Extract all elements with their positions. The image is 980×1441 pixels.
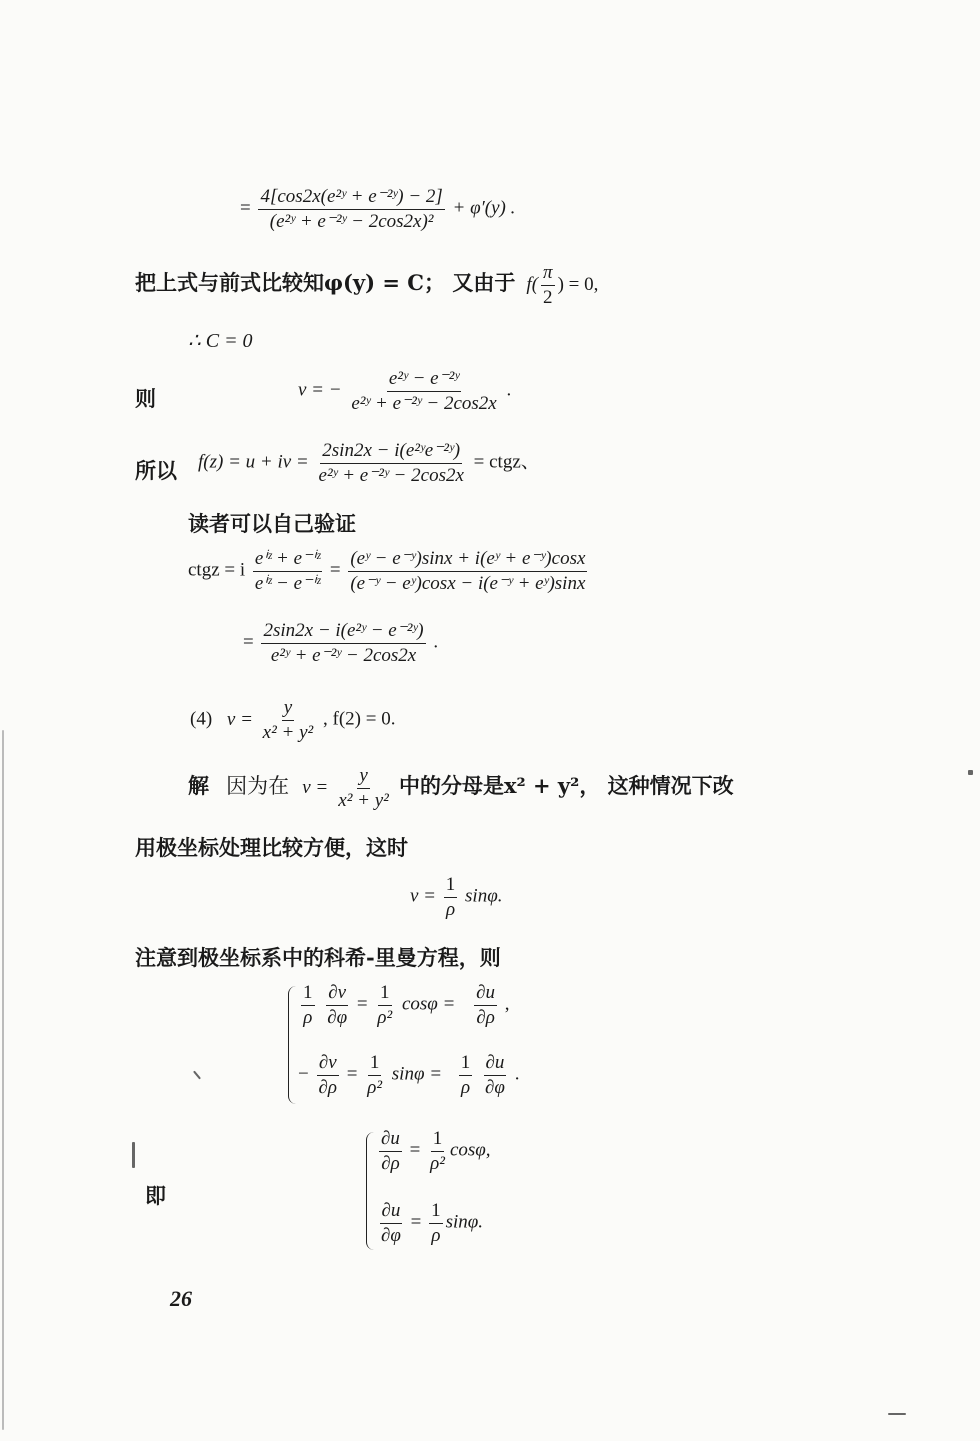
then-label: 则 [135, 386, 156, 411]
solution-label: 解 [188, 772, 209, 798]
cr2-numerator-c: 1 [459, 1052, 473, 1076]
cr1-fraction-b [325, 982, 349, 1029]
cr2-fraction-d [483, 1052, 507, 1099]
ctg-numerator-1: eⁱᶻ + e⁻ⁱᶻ [253, 548, 322, 572]
solution-denominator: x² + y² [338, 789, 389, 811]
polar-numerator: 1 [444, 874, 458, 898]
problem-4-label: (4) [190, 708, 213, 730]
cr1-fraction-c [375, 982, 394, 1029]
ctg-denominator-2: (e⁻ʸ − eʸ)cosx − i(e⁻ʸ + eʸ)sinx [350, 572, 586, 594]
f-tail: = ctgz、 [473, 451, 540, 473]
f-lhs: f(z) = u + iv = [198, 451, 309, 473]
polar-fraction [444, 874, 458, 921]
cr1-denominator-d: ∂ρ [476, 1006, 495, 1028]
scan-mark [888, 1413, 906, 1415]
cr-equation-2 [298, 1052, 519, 1099]
compare-tail: ) = 0, [557, 273, 599, 295]
v-equation [298, 368, 511, 415]
cr2-denominator-a: ∂ρ [318, 1076, 337, 1098]
cr1-tail: , [504, 993, 510, 1015]
polar-denominator: ρ [445, 898, 456, 920]
scan-mark-small [193, 1071, 201, 1080]
eq1-numerator: 4[cos2x(e²ʸ + e⁻²ʸ) − 2] [258, 186, 444, 210]
eq1-fraction [258, 186, 444, 233]
scan-mark-left [132, 1142, 135, 1168]
ctg-fraction-2 [348, 548, 587, 595]
cr2-numerator-a: ∂v [317, 1052, 339, 1076]
ie1-numerator: ∂u [379, 1128, 402, 1152]
solution-v: v = [302, 776, 329, 798]
ctg-denominator-1: eⁱᶻ − e⁻ⁱᶻ [254, 572, 321, 594]
v-numerator: e²ʸ − e⁻²ʸ [387, 368, 461, 392]
compare-text: 把上式与前式比较知φ(y) = C； 又由于 [135, 269, 516, 295]
cr2-numerator-b: 1 [368, 1052, 382, 1076]
ie1-fraction-b [428, 1128, 447, 1175]
cr-equation-1 [298, 982, 510, 1029]
ctg2-denominator: e²ʸ + e⁻²ʸ − 2cos2x [270, 644, 417, 666]
solution-fraction [336, 765, 391, 812]
f-numerator: 2sin2x − i(e²ʸe⁻²ʸ) [320, 440, 462, 464]
compare-denominator: 2 [543, 286, 553, 308]
problem-4-tail: , f(2) = 0. [323, 708, 396, 730]
ie1-tail: cosφ, [449, 1139, 491, 1161]
ie1-numerator-2: 1 [431, 1128, 445, 1152]
cr1-denominator-a: ρ [303, 1006, 313, 1028]
ie2-fraction-a [379, 1200, 403, 1247]
cr2-numerator-d: ∂u [484, 1052, 507, 1076]
solution-numerator: y [357, 765, 369, 789]
ie1-denominator-2: ρ² [430, 1152, 445, 1174]
ie2-tail: sinφ. [445, 1211, 484, 1233]
cr1-denominator-b: ∂φ [327, 1006, 348, 1028]
ie2-numerator: ∂u [380, 1200, 403, 1224]
v-tail: . [506, 379, 512, 401]
cr1-numerator-b: ∂v [326, 982, 348, 1006]
v-lhs: v = − [298, 379, 342, 401]
ie-equation-1 [376, 1128, 491, 1175]
ie1-equals: = [409, 1139, 421, 1161]
ie1-fraction-a [379, 1128, 402, 1175]
compare-f: f( [526, 273, 539, 295]
cr2-fraction-c [459, 1052, 473, 1099]
ie-label: 即 [145, 1183, 166, 1208]
ie2-numerator-2: 1 [429, 1200, 443, 1224]
cr2-fraction-a [316, 1052, 339, 1099]
ie2-equals: = [410, 1211, 422, 1233]
v-denominator: e²ʸ + e⁻²ʸ − 2cos2x [351, 392, 497, 414]
cr2-tail: . [514, 1063, 520, 1085]
therefore-line: ∴ C = 0 [188, 330, 253, 352]
polar-text: 用极坐标处理比较方便，这时 [135, 835, 408, 860]
problem-4-numerator: y [282, 697, 294, 721]
solution-text-2: 中的分母是x² + y²， 这种情况下改 [398, 772, 734, 798]
compare-fraction [541, 262, 555, 309]
cr2-minus: − [298, 1063, 309, 1085]
ctg-equals: = [329, 559, 341, 581]
ctg2-equation [243, 620, 438, 667]
problem-4-v: v = [226, 708, 253, 730]
ctg-equation [188, 548, 590, 595]
ie2-denominator-2: ρ [431, 1224, 441, 1246]
compare-numerator: π [541, 262, 555, 286]
cr1-numerator-d: ∂u [474, 982, 497, 1006]
problem-4-fraction [261, 697, 316, 744]
cr2-denominator-c: ρ [460, 1076, 471, 1098]
ie-equation-2 [376, 1200, 483, 1247]
ctg-lhs: ctgz = i [188, 559, 246, 581]
verify-text: 读者可以自己验证 [188, 511, 356, 536]
cr2-fraction-b [365, 1052, 384, 1099]
v-fraction [349, 368, 498, 415]
cr1-fraction-d [474, 982, 497, 1029]
ctg2-tail: . [433, 631, 439, 653]
cr2-denominator-d: ∂φ [485, 1076, 505, 1098]
cr1-numerator-c: 1 [378, 982, 392, 1006]
ctg2-equals: = [243, 631, 254, 653]
eq1-prefix: = [240, 197, 251, 219]
polar-tail: sinφ. [465, 885, 503, 907]
ie2-denominator: ∂φ [381, 1224, 401, 1246]
page-number: 26 [170, 1286, 192, 1311]
equation-line-1 [240, 186, 515, 233]
eq1-tail: + φ′(y) . [452, 197, 516, 219]
scan-edge-line [2, 730, 4, 1430]
polar-equation [410, 874, 502, 921]
polar-v: v = [410, 885, 437, 907]
cr1-numerator-a: 1 [301, 982, 315, 1006]
cr2-denominator-b: ρ² [367, 1076, 383, 1098]
problem-4 [190, 697, 395, 744]
cr1-equals: = [356, 993, 368, 1015]
ctg2-numerator: 2sin2x − i(e²ʸ − e⁻²ʸ) [261, 620, 425, 644]
problem-4-denominator: x² + y² [262, 721, 314, 743]
ctg2-fraction [261, 620, 425, 667]
ctg-numerator-2: (eʸ − e⁻ʸ)sinx + i(eʸ + e⁻ʸ)cosx [348, 548, 587, 572]
cr1-fraction-a [301, 982, 315, 1029]
ie1-denominator: ∂ρ [381, 1152, 400, 1174]
cr1-middle: cosφ = [401, 993, 456, 1015]
f-fraction [317, 440, 466, 487]
eq1-denominator: (e²ʸ + e⁻²ʸ − 2cos2x)² [269, 210, 434, 232]
solution-text-1: 因为在 [226, 773, 290, 798]
f-denominator: e²ʸ + e⁻²ʸ − 2cos2x [318, 464, 464, 486]
cauchy-riemann-text: 注意到极坐标系中的科希-里曼方程，则 [135, 945, 501, 970]
cr2-middle: sinφ = [391, 1063, 443, 1085]
f-equation [198, 440, 540, 487]
cr1-denominator-c: ρ² [377, 1006, 393, 1028]
cr2-equals: = [346, 1063, 358, 1085]
compare-line [135, 262, 598, 309]
ie2-fraction-b [429, 1200, 443, 1247]
scan-dot-right [968, 770, 973, 775]
ctg-fraction-1 [253, 548, 322, 595]
solution-line [188, 765, 734, 812]
so-label: 所以 [135, 458, 177, 483]
